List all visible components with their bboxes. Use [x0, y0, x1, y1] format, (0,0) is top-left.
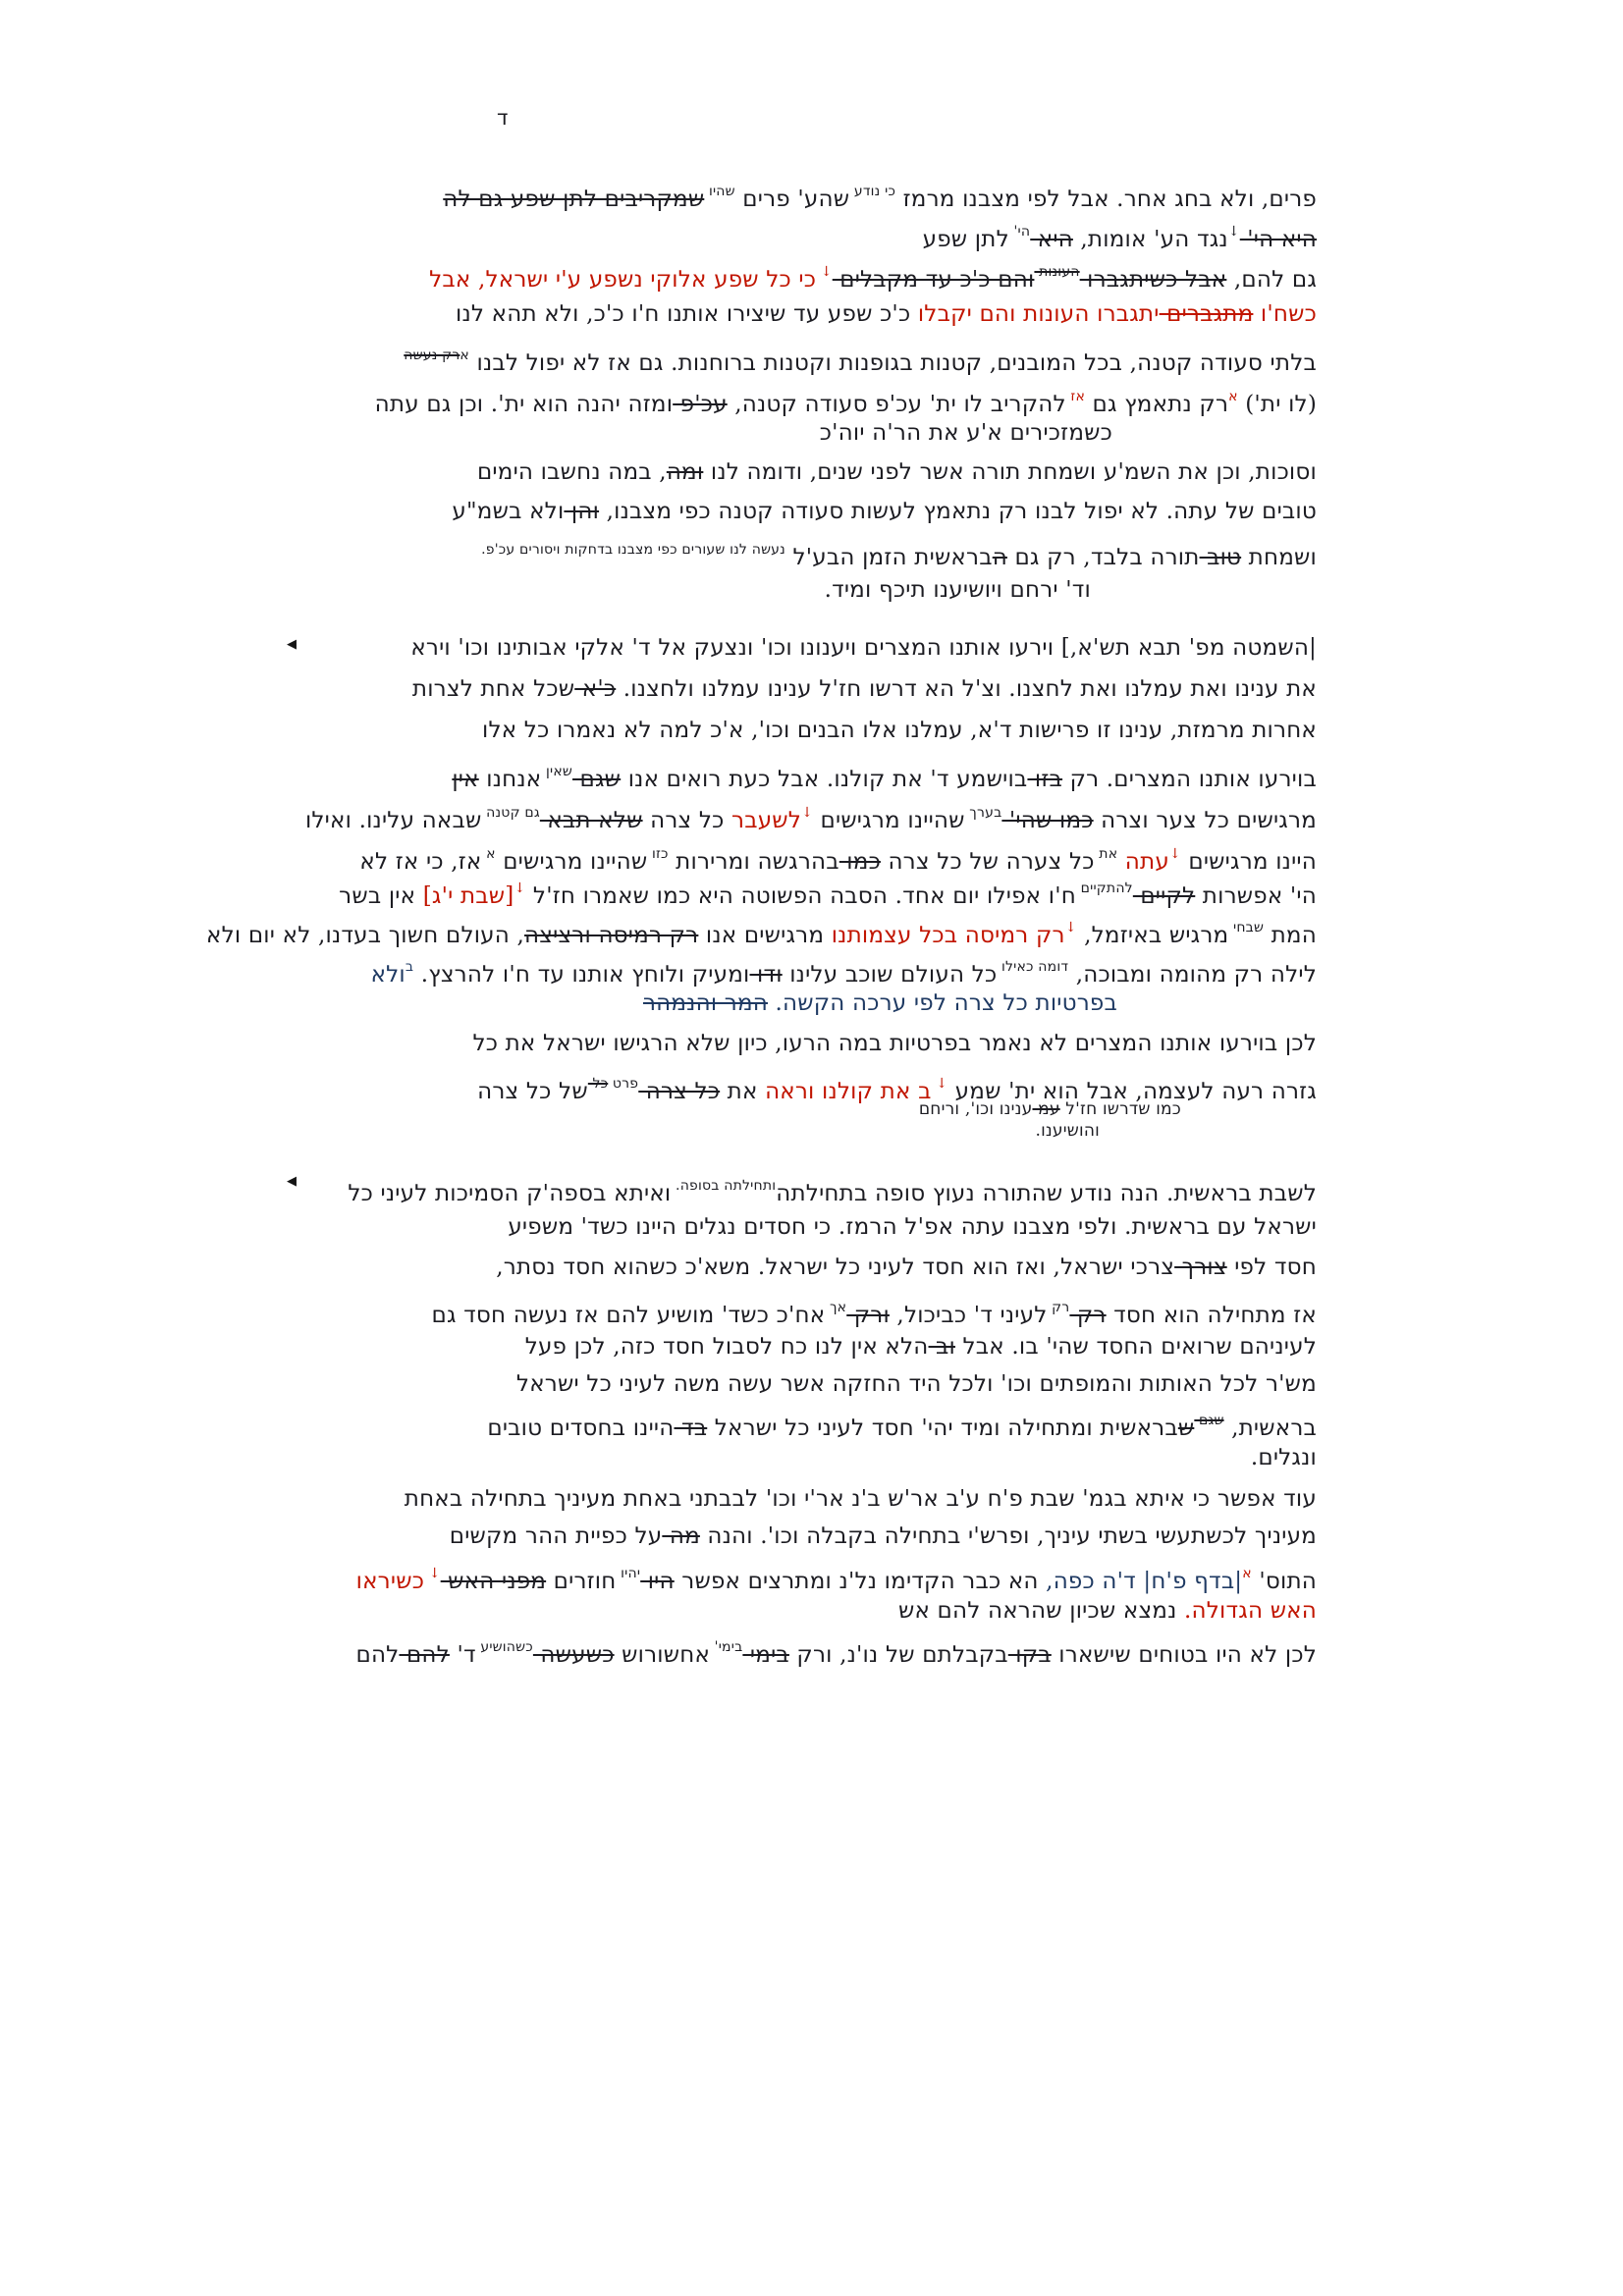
body-text: , במה נחשבו הימים — [476, 459, 667, 485]
red-edit-text: ↓ — [1064, 920, 1077, 935]
body-text: בראשית ומתחילה ומיד יהי' חסד לעיני כל ישראל — [707, 1415, 1178, 1441]
struck-text: רק — [1069, 1303, 1107, 1328]
body-text: חוזרים — [546, 1569, 617, 1594]
body-text: מרגישים כל צער וצרה — [1093, 808, 1317, 833]
struck-text: טוב — [1199, 545, 1242, 570]
page-number: ד — [497, 106, 509, 130]
red-edit-text: מתגברים — [1159, 301, 1254, 327]
blue-edit-text: ולא — [370, 962, 406, 988]
struck-text: ה — [992, 545, 1007, 570]
struck-text: בקו — [1007, 1642, 1052, 1668]
red-edit-text: כשיראו — [355, 1569, 425, 1594]
struck-text: והן — [564, 499, 600, 524]
text-line — [820, 418, 1112, 448]
body-text: לתן שפע — [922, 227, 1009, 252]
body-text: בוישמע ד' את קולנו. אבל כעת רואים אנו — [621, 767, 1028, 792]
struck-text: עמ — [1032, 1099, 1060, 1119]
struck-text: כמו שהי' — [1001, 808, 1094, 833]
red-edit-text: א — [1242, 1566, 1252, 1581]
red-edit-text: ↓ — [424, 1566, 441, 1581]
body-text: בראשית, — [1223, 1415, 1317, 1441]
body-text: לשבת בראשית. הנה נודע שהתורה נעוץ סופה בתחילתה — [776, 1181, 1317, 1206]
red-edit-text: ↓ — [1168, 846, 1181, 862]
text-line — [1251, 1443, 1317, 1472]
blue-edit-text: בפרטיות כל צרה לפי ערכה הקשה. — [768, 990, 1117, 1016]
struck-text: מה — [662, 1523, 700, 1549]
superscript-insertion: דומה כאילו — [997, 959, 1069, 975]
text-line — [404, 341, 1317, 378]
body-text: ומעיק ולוחץ אותנו עד ח'ו להרצץ. — [413, 962, 750, 988]
superscript-insertion: שאין — [541, 764, 573, 779]
body-text: מעיניך לכשתעשי בשתי עיניך, ופרש'י בתחילה בקבלה וכו'. והנה — [699, 1523, 1317, 1549]
body-text: להקריב לו ית' עכ'פ סעודה קטנה, — [727, 392, 1066, 417]
text-line — [481, 535, 1317, 572]
body-text: שהיינו מרגישים — [813, 808, 965, 833]
body-text: (לו ית') — [1237, 392, 1317, 417]
text-line — [431, 1293, 1317, 1330]
red-edit-text: כי כל שפע אלוקי נשפע ע'י ישראל, אבל — [429, 267, 817, 293]
body-text: את — [720, 1079, 758, 1104]
superscript-insertion: שהיו — [704, 184, 735, 199]
text-line — [525, 1332, 1317, 1362]
body-text: כל צערה של כל צרה — [880, 849, 1095, 875]
body-text: מרגישים אנו — [698, 923, 825, 948]
text-line — [472, 1029, 1317, 1058]
struck-text: להם — [399, 1642, 450, 1668]
body-text: , העולם חשוך בעדנו, לא יום ולא — [206, 923, 525, 948]
superscript-insertion: כשהושיע — [475, 1639, 533, 1655]
body-text: אז, כי אז לא — [359, 849, 482, 875]
body-text: כ'כ שפע עד שיצירו אותנו ח'ו כ'כ, ולא תהא לנו — [456, 301, 911, 327]
text-line — [339, 874, 1317, 911]
paragraph-marker-icon: ◀ — [287, 637, 297, 652]
struck-text: ודו — [749, 962, 783, 988]
body-text: לילה רק מהומה ומבוכה, — [1068, 962, 1317, 988]
text-line — [356, 1559, 1317, 1596]
red-edit-text: עתה — [1117, 849, 1169, 875]
body-text: בלתי סעודה קטנה, בכל המובנים, קטנות בגופנות וקטנות ברוחנות. גם אז לא יפול לבנו — [468, 350, 1317, 376]
body-text: בראשית הזמן הבע'ל — [784, 545, 993, 570]
struck-text: בזו — [1027, 767, 1063, 792]
text-line — [516, 1369, 1317, 1399]
struck-text: כשעשה — [532, 1642, 615, 1668]
body-text: אחרות מרמזת, ענינו זו פרישות ד'א, עמלנו אלו הבנים וכו', א'כ למה לא נאמרו כל אלו — [481, 718, 1317, 743]
body-text: היינו בחסדים טובים — [487, 1415, 675, 1441]
body-text: על כפיית ההר מקשים — [449, 1523, 663, 1549]
struck-text: כמו — [839, 849, 881, 875]
struck-text: וב — [928, 1334, 955, 1360]
body-text: וסוכות, וכן את השמ'ע ושמחת תורה אשר לפני שנים, ודומה לנו — [703, 459, 1317, 485]
body-text: ח'ו אפילו יום אחד. הסבה הפשוטה היא כמו שאמרו חז'ל — [525, 883, 1076, 909]
text-line — [371, 952, 1317, 989]
body-text: ישראל עם בראשית. ולפי מצבנו עתה אפ'ל הרמז. כי חסדים נגלים היינו כשד' משפיע — [508, 1214, 1317, 1240]
red-edit-text: ↓ — [931, 1076, 948, 1092]
struck-text: עכ'פ — [673, 392, 728, 417]
text-line — [825, 575, 1091, 605]
body-text: נמצא שכיון שהראה להם אש — [897, 1598, 1177, 1624]
text-line — [443, 177, 1317, 214]
superscript-insertion: פרט — [608, 1076, 639, 1092]
body-text: לכן לא היו בטוחים שישארו — [1051, 1642, 1317, 1668]
struck-text: כל — [587, 1076, 609, 1092]
red-edit-text: א — [1228, 389, 1238, 404]
struck-text: אבל כשיתגברו — [1079, 267, 1227, 293]
struck-text: ורק — [846, 1303, 890, 1328]
body-text: אח'כ כשד' מושיע להם אז נעשה חסד גם — [431, 1303, 826, 1328]
body-text: אנחנו — [478, 767, 542, 792]
paragraph-marker-icon: ◀ — [287, 1174, 297, 1189]
superscript-insertion: כזו — [647, 846, 669, 862]
superscript-insertion: ↓ — [1227, 224, 1240, 240]
text-line — [487, 1406, 1317, 1443]
struck-text: העונות — [1034, 264, 1080, 280]
body-text: טובים של עתה. לא יפול לבנו רק נתאמץ לעשות סעודה קטנה כפי מצבנו, — [599, 499, 1317, 524]
text-line — [643, 988, 1117, 1018]
body-text: הא כבר הקדימו נל'נ ומתרצים אפשר — [674, 1569, 1039, 1594]
body-text: אז מתחילה הוא חסד — [1106, 1303, 1317, 1328]
struck-text: רק נעשה — [404, 347, 460, 363]
text-line — [898, 1596, 1317, 1626]
red-edit-text: לשעבר — [724, 808, 802, 833]
body-text: עוד אפשר כי איתא בגמ' שבת פ'ח ע'ב אר'ש ב'נ אר'י וכו' לבבתני באחת מעיניך בתחילה באחת — [404, 1486, 1317, 1512]
text-line — [429, 257, 1317, 294]
body-text: ד' — [449, 1642, 476, 1668]
superscript-insertion: גם קטנה — [481, 805, 540, 821]
superscript-insertion: רק — [1047, 1300, 1070, 1315]
text-line — [405, 1484, 1317, 1514]
struck-text: שגם — [572, 767, 622, 792]
body-text: כשמזכירים א'ע את הר'ה יוה'כ — [819, 420, 1112, 446]
body-text: התוס' — [1251, 1569, 1317, 1594]
struck-text: שגם — [1194, 1413, 1224, 1428]
text-line — [412, 674, 1317, 704]
struck-text: היא — [1030, 227, 1073, 252]
body-text: רק נתאמץ גם — [1085, 392, 1229, 417]
superscript-insertion: א — [460, 347, 469, 363]
red-edit-text: [שבת י'ג] — [415, 883, 514, 909]
text-line — [305, 798, 1317, 835]
struck-text: היו — [640, 1569, 675, 1594]
text-line — [496, 1253, 1317, 1282]
body-text: נגד הע' אומות, — [1072, 227, 1228, 252]
body-text: גם להם, — [1226, 267, 1317, 293]
superscript-insertion: יהיו — [616, 1566, 641, 1581]
superscript-insertion: א — [481, 846, 496, 862]
body-text: ונגלים. — [1250, 1445, 1317, 1470]
blue-edit-text: |בדף פ'ח| ד'ה כפה, — [1038, 1569, 1243, 1594]
struck-text: והם כ'כ עד מקבלים — [832, 267, 1035, 293]
body-text: בקבלתם של נו'נ, ורק — [788, 1642, 1008, 1668]
body-text: כל העולם שוכב עלינו — [782, 962, 998, 988]
body-text: להם — [355, 1642, 400, 1668]
text-line — [456, 299, 1317, 329]
body-text: שהע' פרים — [734, 187, 850, 212]
body-text: אין בשר — [339, 883, 416, 909]
red-edit-text: אז — [1065, 389, 1086, 404]
red-edit-text: יתגברו העונות והם יקבלו — [910, 301, 1160, 327]
body-text: גזרה רעה לעצמה, אבל הוא ית' שמע — [947, 1079, 1317, 1104]
body-text: הלא אין לנו כח לסבול חסד כזה, לכן פעל — [524, 1334, 929, 1360]
body-text: אחשורוש — [614, 1642, 711, 1668]
text-line — [348, 1171, 1317, 1208]
body-text: וד' ירחם ויושיענו תיכף ומיד. — [824, 577, 1091, 603]
text-line — [452, 497, 1317, 526]
struck-text: צורך — [1174, 1255, 1227, 1280]
red-edit-text: ב את קולנו וראה — [757, 1079, 932, 1104]
superscript-insertion: הי' — [1008, 224, 1031, 240]
blue-edit-text: ב — [405, 959, 414, 975]
superscript-insertion: להתקיים — [1075, 881, 1133, 896]
struck-text: רק רמיסה ורציצה — [524, 923, 699, 948]
body-text: כל צרה — [642, 808, 725, 833]
body-text: ומזה יהנה הוא ית'. וכן גם עתה — [374, 392, 674, 417]
body-text: בוירעו אותנו המצרים. רק — [1062, 767, 1317, 792]
struck-text: היא הי' — [1239, 227, 1317, 252]
text-line — [477, 457, 1317, 487]
body-text: היינו מרגישים — [1180, 849, 1317, 875]
superscript-insertion: בימי' — [710, 1639, 743, 1655]
text-line — [923, 217, 1317, 254]
struck-text: בימי — [742, 1642, 789, 1668]
struck-text: שמקריבים לתן שפע גם לה — [443, 187, 705, 212]
body-text: בהרגשה ומרירות — [668, 849, 839, 875]
superscript-insertion: את — [1094, 846, 1118, 862]
text-line — [410, 633, 1317, 663]
red-edit-text: רק רמיסה בכל עצמותנו — [824, 923, 1065, 948]
text-line — [359, 839, 1317, 877]
struck-text: כ'א — [574, 676, 617, 702]
text-line — [482, 716, 1317, 745]
body-text: פרים, ולא בחג אחר. אבל לפי מצבנו מרמז — [895, 187, 1317, 212]
text-line — [355, 1632, 1317, 1670]
red-edit-text: ↓ — [801, 805, 813, 821]
body-text: ענינו וכו', וריחם — [918, 1099, 1033, 1119]
struck-text: ומה — [666, 459, 704, 485]
struck-text: ש — [1177, 1415, 1195, 1441]
superscript-insertion: ותחילתה בסופה. — [671, 1178, 777, 1194]
body-text: מש'ר לכל האותות והמופתים וכו' ולכל היד החזקה אשר עשה משה לעיני כל ישראל — [515, 1371, 1317, 1397]
superscript-insertion: שבחי — [1228, 920, 1265, 935]
superscript-insertion: כי נודע — [849, 184, 896, 199]
text-line — [1035, 1114, 1100, 1146]
body-text: שבאה עלינו. ואילו — [304, 808, 482, 833]
text-line — [477, 1069, 1317, 1106]
text-line — [206, 913, 1317, 950]
body-text: צרכי ישראל, ואז הוא חסד לעיני כל ישראל. משא'כ כשהוא חסד נסתר, — [496, 1255, 1175, 1280]
text-line — [452, 757, 1317, 794]
red-edit-text: כשח'ו — [1253, 301, 1317, 327]
body-text: המת — [1264, 923, 1317, 948]
struck-text: שלא תבא — [539, 808, 643, 833]
body-text: חסד לפי — [1226, 1255, 1317, 1280]
body-text: ואיתא בספה'ק הסמיכות לעיני כל — [348, 1181, 672, 1206]
text-line — [375, 382, 1317, 419]
body-text: של כל צרה — [477, 1079, 588, 1104]
body-text: שכל אחת לצרות — [411, 676, 575, 702]
struck-text: כל צרה — [638, 1079, 721, 1104]
superscript-insertion: אך — [825, 1300, 847, 1315]
body-text: את ענינו ואת עמלנו ואת לחצנו. וצ'ל הא דרשו חז'ל ענינו עמלנו ולחצנו. — [616, 676, 1317, 702]
body-text: לכן בוירעו אותנו המצרים לא נאמר בפרטיות במה הרעו, כיון שלא הרגישו ישראל את כל — [472, 1031, 1317, 1056]
body-text: ולא בשמ"ע — [452, 499, 565, 524]
body-text: הי' אפשרות — [1195, 883, 1317, 909]
red-edit-text: האש הגדולה. — [1176, 1598, 1317, 1624]
body-text: שהיינו מרגישים — [495, 849, 648, 875]
body-text: |השמטה מפ' תבא תש'א,] וירעו אותנו המצרים ויענונו וכו' ונצעק אל ד' אלקי אבותינו וכו' וירא — [410, 635, 1317, 661]
body-text: לעיניהם שרואים החסד שהי' בו. אבל — [955, 1334, 1317, 1360]
red-edit-text: ↓ — [514, 881, 526, 896]
red-edit-text: ↓ — [816, 264, 833, 280]
blue-edit-text: המר והנמהר — [642, 990, 769, 1016]
body-text: לעיני ד' כביכול, — [889, 1303, 1048, 1328]
struck-text: בד — [674, 1415, 708, 1441]
body-text: תורה בלבד, רק גם — [1006, 545, 1200, 570]
body-text: והושיענו. — [1035, 1121, 1100, 1141]
superscript-insertion: בערך — [964, 805, 1002, 821]
body-text: מרגיש באיזמל, — [1076, 923, 1229, 948]
text-line — [450, 1522, 1317, 1551]
struck-text: אין — [452, 767, 479, 792]
superscript-insertion: נעשה לנו שעורים כפי מצבנו בדחקות ויסורים עכ'פ. — [481, 542, 785, 558]
body-text: כמו שדרשו חז'ל — [1059, 1099, 1181, 1119]
struck-text: לקיים — [1132, 883, 1196, 909]
struck-text: מפני האש — [440, 1569, 547, 1594]
body-text: ושמחת — [1241, 545, 1317, 570]
text-line — [508, 1212, 1317, 1242]
